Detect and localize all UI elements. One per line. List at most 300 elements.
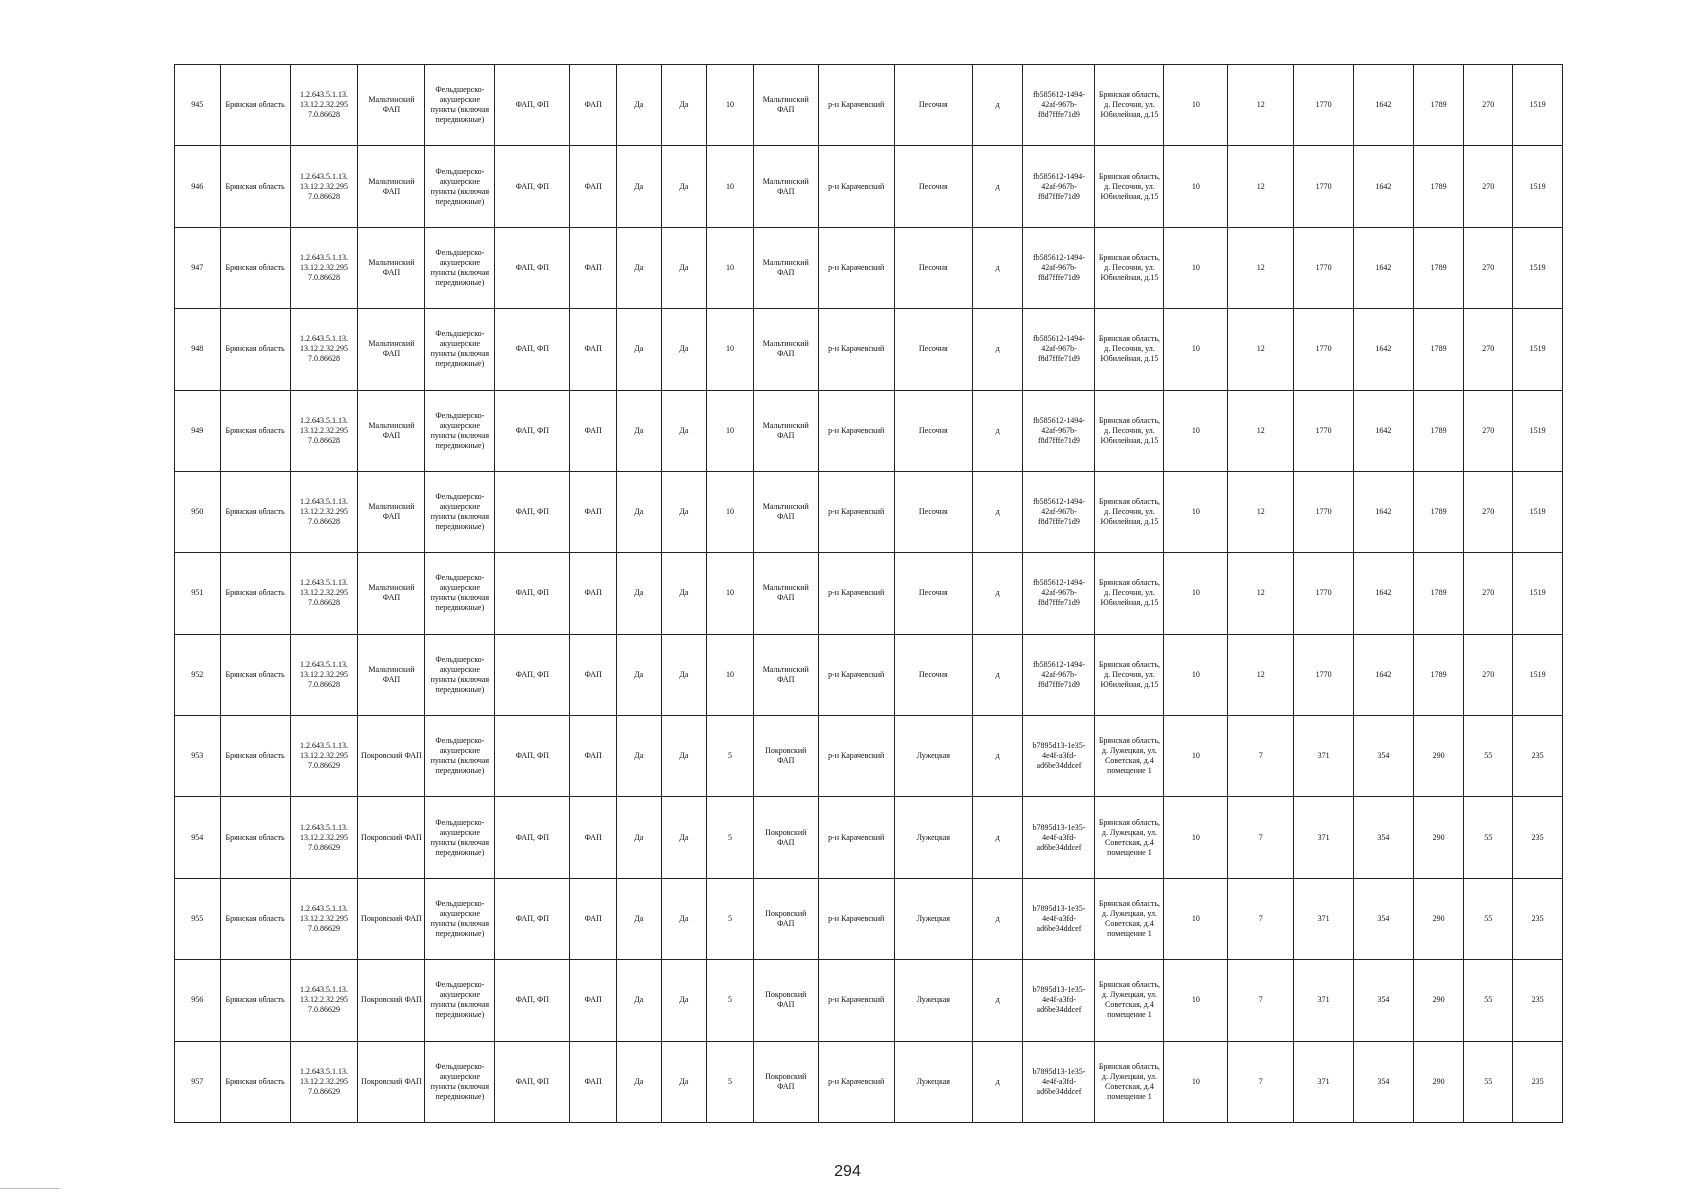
- cell-num: 954: [175, 797, 221, 878]
- cell-region: Брянская область: [220, 146, 290, 227]
- cell-kind: ФАП, ФП: [495, 227, 570, 308]
- cell-kind2: ФАП: [570, 227, 617, 308]
- cell-org: Мальтинский ФАП: [358, 309, 425, 390]
- cell-b: Да: [661, 309, 707, 390]
- cell-kind: ФАП, ФП: [495, 309, 570, 390]
- cell-kind: ФАП, ФП: [495, 146, 570, 227]
- cell-settlement: Песочня: [894, 471, 972, 552]
- cell-v7: 1519: [1513, 634, 1563, 715]
- cell-stype: д: [972, 553, 1023, 634]
- cell-kind: ФАП, ФП: [495, 471, 570, 552]
- cell-address: Брянская область, д. Лужецкая, ул. Советская, д.4 помещение 1: [1095, 1041, 1164, 1123]
- cell-v5: 290: [1413, 878, 1464, 959]
- cell-c: 5: [707, 797, 754, 878]
- cell-address: Брянская область, д. Песочня, ул. Юбилейная, д.15: [1095, 227, 1164, 308]
- cell-kind: ФАП, ФП: [495, 1041, 570, 1123]
- cell-region: Брянская область: [220, 797, 290, 878]
- cell-unit: Мальтинский ФАП: [753, 309, 818, 390]
- cell-kind: ФАП, ФП: [495, 960, 570, 1041]
- cell-org: Покровский ФАП: [358, 1041, 425, 1123]
- cell-settlement: Лужецкая: [894, 878, 972, 959]
- cell-v1: 10: [1164, 227, 1228, 308]
- cell-unit: Мальтинский ФАП: [753, 65, 818, 146]
- cell-a: Да: [616, 309, 661, 390]
- cell-v7: 1519: [1513, 309, 1563, 390]
- cell-v2: 12: [1228, 309, 1294, 390]
- cell-kind2: ФАП: [570, 634, 617, 715]
- cell-kind: ФАП, ФП: [495, 878, 570, 959]
- cell-a: Да: [616, 960, 661, 1041]
- cell-settlement: Песочня: [894, 553, 972, 634]
- cell-org: Покровский ФАП: [358, 878, 425, 959]
- cell-district: р-н Карачевский: [818, 716, 894, 797]
- cell-org: Мальтинский ФАП: [358, 471, 425, 552]
- cell-a: Да: [616, 227, 661, 308]
- cell-address: Брянская область, д. Песочня, ул. Юбилейная, д.15: [1095, 65, 1164, 146]
- cell-org: Мальтинский ФАП: [358, 65, 425, 146]
- cell-region: Брянская область: [220, 227, 290, 308]
- cell-region: Брянская область: [220, 553, 290, 634]
- cell-settlement: Песочня: [894, 309, 972, 390]
- cell-a: Да: [616, 146, 661, 227]
- cell-org: Мальтинский ФАП: [358, 634, 425, 715]
- cell-settlement: Лужецкая: [894, 716, 972, 797]
- cell-v6: 55: [1464, 716, 1513, 797]
- cell-v6: 270: [1464, 390, 1513, 471]
- cell-v1: 10: [1164, 553, 1228, 634]
- cell-settlement: Песочня: [894, 634, 972, 715]
- cell-type: Фельдшерско-акушерские пункты (включая передвижные): [425, 797, 495, 878]
- cell-v4: 1642: [1353, 146, 1413, 227]
- cell-a: Да: [616, 634, 661, 715]
- cell-v1: 10: [1164, 65, 1228, 146]
- cell-v5: 1789: [1413, 471, 1464, 552]
- cell-region: Брянская область: [220, 1041, 290, 1123]
- cell-guid: fb585612-1494-42af-967b-f8d7fffe71d9: [1023, 146, 1095, 227]
- table-row: [175, 1041, 1563, 1123]
- cell-address: Брянская область, д. Песочня, ул. Юбилейная, д.15: [1095, 390, 1164, 471]
- cell-guid: b7895d13-1e35-4e4f-a3fd-ad6be34ddcef: [1023, 797, 1095, 878]
- page-number: 294: [834, 1163, 861, 1180]
- cell-v6: 270: [1464, 227, 1513, 308]
- cell-v7: 235: [1513, 1041, 1563, 1123]
- cell-num: 946: [175, 146, 221, 227]
- cell-a: Да: [616, 716, 661, 797]
- cell-district: р-н Карачевский: [818, 390, 894, 471]
- cell-num: 955: [175, 878, 221, 959]
- cell-c: 5: [707, 716, 754, 797]
- cell-c: 5: [707, 878, 754, 959]
- cell-a: Да: [616, 553, 661, 634]
- cell-stype: д: [972, 797, 1023, 878]
- cell-a: Да: [616, 797, 661, 878]
- cell-district: р-н Карачевский: [818, 797, 894, 878]
- cell-v4: 354: [1353, 716, 1413, 797]
- cell-settlement: Песочня: [894, 146, 972, 227]
- cell-v4: 1642: [1353, 634, 1413, 715]
- cell-v3: 1770: [1294, 65, 1354, 146]
- cell-v1: 10: [1164, 146, 1228, 227]
- cell-v1: 10: [1164, 797, 1228, 878]
- cell-unit: Мальтинский ФАП: [753, 146, 818, 227]
- cell-settlement: Лужецкая: [894, 1041, 972, 1123]
- cell-kind2: ФАП: [570, 960, 617, 1041]
- table-row: [175, 878, 1563, 959]
- cell-unit: Мальтинский ФАП: [753, 227, 818, 308]
- cell-address: Брянская область, д. Лужецкая, ул. Советская, д.4 помещение 1: [1095, 716, 1164, 797]
- cell-c: 10: [707, 553, 754, 634]
- cell-stype: д: [972, 634, 1023, 715]
- cell-v3: 1770: [1294, 634, 1354, 715]
- cell-v3: 1770: [1294, 553, 1354, 634]
- cell-region: Брянская область: [220, 390, 290, 471]
- cell-stype: д: [972, 878, 1023, 959]
- cell-b: Да: [661, 797, 707, 878]
- cell-stype: д: [972, 960, 1023, 1041]
- cell-v6: 55: [1464, 960, 1513, 1041]
- cell-v2: 7: [1228, 960, 1294, 1041]
- cell-stype: д: [972, 227, 1023, 308]
- cell-v7: 235: [1513, 878, 1563, 959]
- cell-address: Брянская область, д. Песочня, ул. Юбилейная, д.15: [1095, 553, 1164, 634]
- cell-org: Покровский ФАП: [358, 716, 425, 797]
- cell-num: 956: [175, 960, 221, 1041]
- cell-c: 10: [707, 390, 754, 471]
- cell-district: р-н Карачевский: [818, 471, 894, 552]
- cell-oid: 1.2.643.5.1.13. 13.12.2.32.295 7.0.86628: [290, 471, 358, 552]
- cell-oid: 1.2.643.5.1.13. 13.12.2.32.295 7.0.86629: [290, 716, 358, 797]
- cell-district: р-н Карачевский: [818, 146, 894, 227]
- cell-a: Да: [616, 471, 661, 552]
- cell-v7: 235: [1513, 960, 1563, 1041]
- table-row: [175, 471, 1563, 552]
- cell-guid: b7895d13-1e35-4e4f-a3fd-ad6be34ddcef: [1023, 960, 1095, 1041]
- cell-b: Да: [661, 878, 707, 959]
- cell-type: Фельдшерско-акушерские пункты (включая передвижные): [425, 1041, 495, 1123]
- cell-address: Брянская область, д. Песочня, ул. Юбилейная, д.15: [1095, 146, 1164, 227]
- cell-v3: 1770: [1294, 471, 1354, 552]
- cell-unit: Мальтинский ФАП: [753, 471, 818, 552]
- cell-kind2: ФАП: [570, 797, 617, 878]
- cell-guid: b7895d13-1e35-4e4f-a3fd-ad6be34ddcef: [1023, 716, 1095, 797]
- cell-address: Брянская область, д. Лужецкая, ул. Советская, д.4 помещение 1: [1095, 960, 1164, 1041]
- cell-c: 5: [707, 1041, 754, 1123]
- cell-v2: 12: [1228, 390, 1294, 471]
- cell-v4: 1642: [1353, 390, 1413, 471]
- cell-c: 10: [707, 309, 754, 390]
- cell-kind: ФАП, ФП: [495, 65, 570, 146]
- cell-org: Мальтинский ФАП: [358, 227, 425, 308]
- cell-v3: 1770: [1294, 227, 1354, 308]
- cell-settlement: Песочня: [894, 65, 972, 146]
- cell-v7: 1519: [1513, 227, 1563, 308]
- cell-b: Да: [661, 960, 707, 1041]
- cell-kind2: ФАП: [570, 309, 617, 390]
- cell-stype: д: [972, 146, 1023, 227]
- cell-region: Брянская область: [220, 878, 290, 959]
- cell-v4: 1642: [1353, 309, 1413, 390]
- table-row: [175, 65, 1563, 146]
- cell-type: Фельдшерско-акушерские пункты (включая передвижные): [425, 634, 495, 715]
- cell-type: Фельдшерско-акушерские пункты (включая передвижные): [425, 878, 495, 959]
- cell-v4: 354: [1353, 1041, 1413, 1123]
- cell-v2: 12: [1228, 634, 1294, 715]
- cell-b: Да: [661, 471, 707, 552]
- cell-v5: 1789: [1413, 634, 1464, 715]
- cell-v2: 7: [1228, 797, 1294, 878]
- cell-v4: 1642: [1353, 227, 1413, 308]
- cell-a: Да: [616, 878, 661, 959]
- cell-kind: ФАП, ФП: [495, 553, 570, 634]
- cell-unit: Покровский ФАП: [753, 1041, 818, 1123]
- cell-settlement: Песочня: [894, 390, 972, 471]
- cell-v4: 354: [1353, 797, 1413, 878]
- cell-b: Да: [661, 146, 707, 227]
- cell-oid: 1.2.643.5.1.13. 13.12.2.32.295 7.0.86629: [290, 797, 358, 878]
- cell-type: Фельдшерско-акушерские пункты (включая передвижные): [425, 471, 495, 552]
- cell-org: Мальтинский ФАП: [358, 146, 425, 227]
- cell-region: Брянская область: [220, 634, 290, 715]
- cell-b: Да: [661, 1041, 707, 1123]
- cell-guid: b7895d13-1e35-4e4f-a3fd-ad6be34ddcef: [1023, 1041, 1095, 1123]
- cell-num: 953: [175, 716, 221, 797]
- cell-org: Мальтинский ФАП: [358, 390, 425, 471]
- cell-oid: 1.2.643.5.1.13. 13.12.2.32.295 7.0.86628: [290, 553, 358, 634]
- cell-kind2: ФАП: [570, 878, 617, 959]
- cell-region: Брянская область: [220, 309, 290, 390]
- cell-c: 10: [707, 65, 754, 146]
- cell-v5: 1789: [1413, 553, 1464, 634]
- cell-oid: 1.2.643.5.1.13. 13.12.2.32.295 7.0.86628: [290, 634, 358, 715]
- cell-v4: 1642: [1353, 471, 1413, 552]
- cell-org: Покровский ФАП: [358, 960, 425, 1041]
- facility-table: [174, 64, 1563, 1123]
- cell-v4: 1642: [1353, 65, 1413, 146]
- cell-type: Фельдшерско-акушерские пункты (включая передвижные): [425, 146, 495, 227]
- cell-v6: 270: [1464, 65, 1513, 146]
- cell-b: Да: [661, 553, 707, 634]
- cell-oid: 1.2.643.5.1.13. 13.12.2.32.295 7.0.86628: [290, 309, 358, 390]
- cell-v7: 1519: [1513, 65, 1563, 146]
- cell-v3: 1770: [1294, 390, 1354, 471]
- table-row: [175, 634, 1563, 715]
- cell-district: р-н Карачевский: [818, 634, 894, 715]
- cell-v2: 7: [1228, 716, 1294, 797]
- cell-v2: 7: [1228, 1041, 1294, 1123]
- cell-num: 947: [175, 227, 221, 308]
- cell-v3: 371: [1294, 960, 1354, 1041]
- cell-v7: 1519: [1513, 390, 1563, 471]
- cell-district: р-н Карачевский: [818, 65, 894, 146]
- cell-v6: 55: [1464, 878, 1513, 959]
- cell-v6: 55: [1464, 1041, 1513, 1123]
- cell-c: 10: [707, 634, 754, 715]
- cell-v1: 10: [1164, 390, 1228, 471]
- cell-guid: fb585612-1494-42af-967b-f8d7fffe71d9: [1023, 309, 1095, 390]
- cell-v2: 12: [1228, 65, 1294, 146]
- cell-kind: ФАП, ФП: [495, 390, 570, 471]
- cell-unit: Мальтинский ФАП: [753, 634, 818, 715]
- cell-v2: 12: [1228, 471, 1294, 552]
- cell-kind2: ФАП: [570, 716, 617, 797]
- cell-v6: 270: [1464, 471, 1513, 552]
- cell-address: Брянская область, д. Лужецкая, ул. Советская, д.4 помещение 1: [1095, 878, 1164, 959]
- cell-kind2: ФАП: [570, 471, 617, 552]
- table-row: [175, 146, 1563, 227]
- cell-v3: 1770: [1294, 309, 1354, 390]
- cell-type: Фельдшерско-акушерские пункты (включая передвижные): [425, 390, 495, 471]
- cell-settlement: Лужецкая: [894, 797, 972, 878]
- cell-v1: 10: [1164, 634, 1228, 715]
- scan-artifact: [0, 1188, 60, 1189]
- cell-guid: fb585612-1494-42af-967b-f8d7fffe71d9: [1023, 471, 1095, 552]
- cell-guid: b7895d13-1e35-4e4f-a3fd-ad6be34ddcef: [1023, 878, 1095, 959]
- cell-v5: 1789: [1413, 227, 1464, 308]
- cell-v1: 10: [1164, 471, 1228, 552]
- cell-a: Да: [616, 65, 661, 146]
- cell-v7: 1519: [1513, 471, 1563, 552]
- cell-v2: 12: [1228, 227, 1294, 308]
- table-row: [175, 716, 1563, 797]
- cell-address: Брянская область, д. Лужецкая, ул. Советская, д.4 помещение 1: [1095, 797, 1164, 878]
- cell-stype: д: [972, 1041, 1023, 1123]
- cell-kind: ФАП, ФП: [495, 716, 570, 797]
- cell-v5: 1789: [1413, 65, 1464, 146]
- cell-region: Брянская область: [220, 716, 290, 797]
- cell-stype: д: [972, 716, 1023, 797]
- cell-num: 950: [175, 471, 221, 552]
- cell-v3: 371: [1294, 797, 1354, 878]
- table-row: [175, 227, 1563, 308]
- cell-num: 948: [175, 309, 221, 390]
- cell-type: Фельдшерско-акушерские пункты (включая передвижные): [425, 960, 495, 1041]
- cell-region: Брянская область: [220, 960, 290, 1041]
- cell-v4: 354: [1353, 960, 1413, 1041]
- cell-v4: 1642: [1353, 553, 1413, 634]
- cell-district: р-н Карачевский: [818, 553, 894, 634]
- cell-v2: 12: [1228, 553, 1294, 634]
- cell-kind: ФАП, ФП: [495, 634, 570, 715]
- cell-oid: 1.2.643.5.1.13. 13.12.2.32.295 7.0.86628: [290, 390, 358, 471]
- cell-unit: Покровский ФАП: [753, 960, 818, 1041]
- cell-b: Да: [661, 65, 707, 146]
- cell-v7: 1519: [1513, 146, 1563, 227]
- cell-v3: 371: [1294, 878, 1354, 959]
- cell-v7: 1519: [1513, 553, 1563, 634]
- cell-v5: 290: [1413, 797, 1464, 878]
- data-table-container: [174, 64, 1563, 1123]
- cell-c: 5: [707, 960, 754, 1041]
- cell-region: Брянская область: [220, 65, 290, 146]
- cell-unit: Покровский ФАП: [753, 716, 818, 797]
- cell-unit: Мальтинский ФАП: [753, 553, 818, 634]
- cell-type: Фельдшерско-акушерские пункты (включая передвижные): [425, 716, 495, 797]
- cell-v6: 270: [1464, 634, 1513, 715]
- cell-b: Да: [661, 390, 707, 471]
- cell-stype: д: [972, 390, 1023, 471]
- cell-b: Да: [661, 634, 707, 715]
- cell-type: Фельдшерско-акушерские пункты (включая передвижные): [425, 553, 495, 634]
- cell-v5: 1789: [1413, 146, 1464, 227]
- table-row: [175, 390, 1563, 471]
- table-body: [175, 65, 1563, 1123]
- cell-district: р-н Карачевский: [818, 960, 894, 1041]
- cell-v2: 12: [1228, 146, 1294, 227]
- cell-guid: fb585612-1494-42af-967b-f8d7fffe71d9: [1023, 390, 1095, 471]
- cell-address: Брянская область, д. Песочня, ул. Юбилейная, д.15: [1095, 634, 1164, 715]
- cell-v5: 290: [1413, 960, 1464, 1041]
- cell-oid: 1.2.643.5.1.13. 13.12.2.32.295 7.0.86629: [290, 960, 358, 1041]
- cell-v6: 270: [1464, 553, 1513, 634]
- cell-a: Да: [616, 390, 661, 471]
- cell-v6: 55: [1464, 797, 1513, 878]
- cell-guid: fb585612-1494-42af-967b-f8d7fffe71d9: [1023, 553, 1095, 634]
- cell-district: р-н Карачевский: [818, 1041, 894, 1123]
- cell-oid: 1.2.643.5.1.13. 13.12.2.32.295 7.0.86628: [290, 65, 358, 146]
- cell-type: Фельдшерско-акушерские пункты (включая передвижные): [425, 65, 495, 146]
- cell-a: Да: [616, 1041, 661, 1123]
- cell-v3: 371: [1294, 1041, 1354, 1123]
- cell-guid: fb585612-1494-42af-967b-f8d7fffe71d9: [1023, 227, 1095, 308]
- cell-b: Да: [661, 716, 707, 797]
- cell-unit: Покровский ФАП: [753, 797, 818, 878]
- cell-kind2: ФАП: [570, 390, 617, 471]
- cell-v7: 235: [1513, 716, 1563, 797]
- cell-v1: 10: [1164, 960, 1228, 1041]
- cell-num: 945: [175, 65, 221, 146]
- cell-oid: 1.2.643.5.1.13. 13.12.2.32.295 7.0.86629: [290, 878, 358, 959]
- cell-guid: fb585612-1494-42af-967b-f8d7fffe71d9: [1023, 65, 1095, 146]
- cell-stype: д: [972, 471, 1023, 552]
- cell-v7: 235: [1513, 797, 1563, 878]
- cell-org: Мальтинский ФАП: [358, 553, 425, 634]
- cell-district: р-н Карачевский: [818, 878, 894, 959]
- cell-settlement: Лужецкая: [894, 960, 972, 1041]
- cell-v5: 290: [1413, 716, 1464, 797]
- cell-num: 951: [175, 553, 221, 634]
- cell-v4: 354: [1353, 878, 1413, 959]
- cell-kind2: ФАП: [570, 553, 617, 634]
- cell-district: р-н Карачевский: [818, 227, 894, 308]
- cell-num: 949: [175, 390, 221, 471]
- cell-unit: Покровский ФАП: [753, 878, 818, 959]
- cell-stype: д: [972, 309, 1023, 390]
- cell-district: р-н Карачевский: [818, 309, 894, 390]
- cell-v3: 371: [1294, 716, 1354, 797]
- cell-v6: 270: [1464, 146, 1513, 227]
- cell-v2: 7: [1228, 878, 1294, 959]
- cell-v5: 1789: [1413, 390, 1464, 471]
- cell-address: Брянская область, д. Песочня, ул. Юбилейная, д.15: [1095, 471, 1164, 552]
- cell-kind2: ФАП: [570, 65, 617, 146]
- cell-type: Фельдшерско-акушерские пункты (включая передвижные): [425, 309, 495, 390]
- cell-kind: ФАП, ФП: [495, 797, 570, 878]
- cell-stype: д: [972, 65, 1023, 146]
- cell-v1: 10: [1164, 716, 1228, 797]
- cell-guid: fb585612-1494-42af-967b-f8d7fffe71d9: [1023, 634, 1095, 715]
- cell-b: Да: [661, 227, 707, 308]
- cell-c: 10: [707, 471, 754, 552]
- cell-settlement: Песочня: [894, 227, 972, 308]
- cell-oid: 1.2.643.5.1.13. 13.12.2.32.295 7.0.86628: [290, 227, 358, 308]
- cell-kind2: ФАП: [570, 146, 617, 227]
- cell-num: 957: [175, 1041, 221, 1123]
- cell-v6: 270: [1464, 309, 1513, 390]
- cell-type: Фельдшерско-акушерские пункты (включая передвижные): [425, 227, 495, 308]
- table-row: [175, 553, 1563, 634]
- cell-unit: Мальтинский ФАП: [753, 390, 818, 471]
- cell-org: Покровский ФАП: [358, 797, 425, 878]
